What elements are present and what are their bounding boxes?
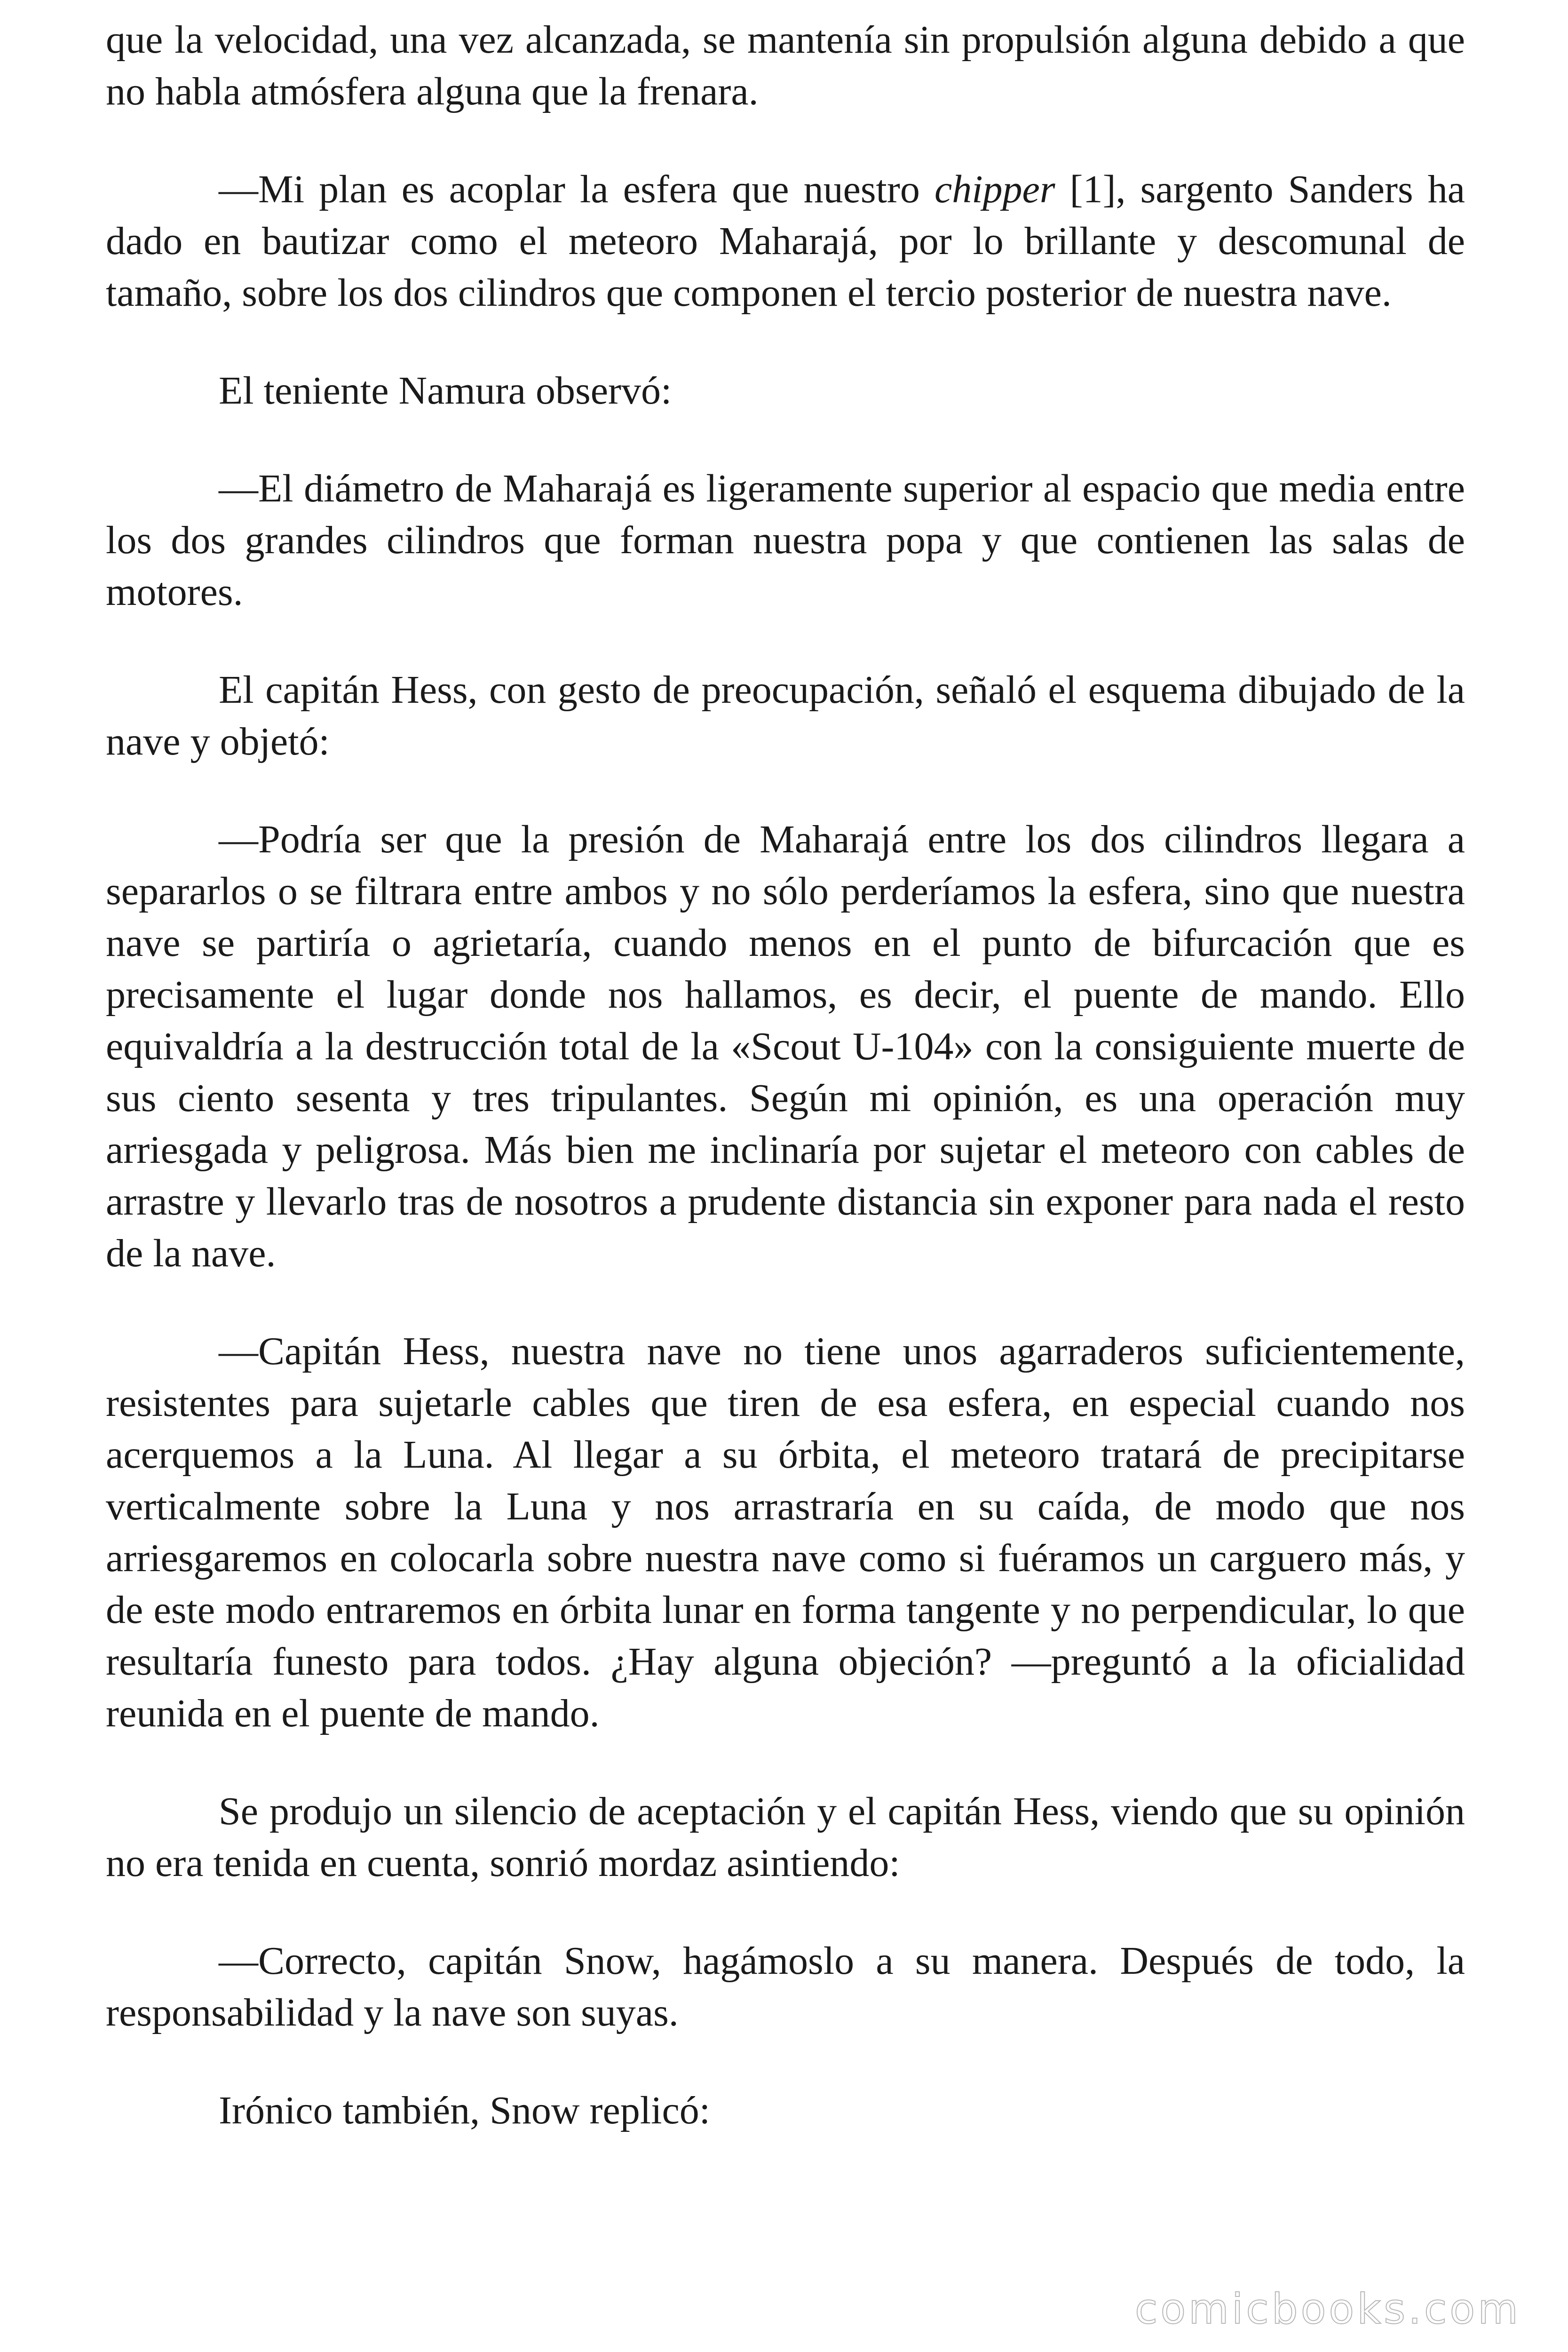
paragraph-4: —El diámetro de Maharajá es ligeramente superior al espacio que media entre los dos grandes cilindros que forman nuestra popa y que contienen las salas de motores.	[106, 467, 1465, 614]
italic-term: chipper	[934, 167, 1055, 211]
paragraph-9: —Correcto, capitán Snow, hagámoslo a su manera. Después de todo, la responsabilidad y la nave son suyas.	[106, 1939, 1465, 2034]
paragraph-8: Se produjo un silencio de aceptación y el capitán Hess, viendo que su opinión no era tenida en cuenta, sonrió mordaz asintiendo:	[106, 1789, 1465, 1885]
paragraph-6: —Podría ser que la presión de Maharajá entre los dos cilindros llegara a separarlos o se filtrara entre ambos y no sólo perderíamos la esfera, sino que nuestra nave se partiría o agrietaría, cuando menos en el punto de bifurcación que es precisamente el lugar donde nos hallamos, es decir, el puente de mando. Ello equivaldría a la destrucción total de la «Scout U-104» con la consiguiente muerte de sus ciento sesenta y tres tripulantes. Según mi opinión, es una operación muy arriesgada y peligrosa. Más bien me inclinaría por sujetar el meteoro con cables de arrastre y llevarlo tras de nosotros a prudente distancia sin exponer para nada el resto de la nave.	[106, 818, 1465, 1275]
paragraph-3: El teniente Namura observó:	[219, 369, 672, 413]
paragraph-2	[106, 164, 1465, 319]
paragraph-5: El capitán Hess, con gesto de preocupación, señaló el esquema dibujado de la nave y objetó:	[106, 668, 1465, 763]
paragraph-2-end: [1], sargento Sanders ha dado en bautizar como el meteoro Maharajá, por lo brillante y descomunal de tamaño, sobre los dos cilindros que componen el tercio posterior de nuestra nave.	[106, 167, 1465, 315]
paragraph-10: Irónico también, Snow replicó:	[219, 2089, 711, 2132]
watermark: comicbooks.com	[1134, 2285, 1521, 2333]
paragraph-2-start: —Mi plan es acoplar la esfera que nuestro	[219, 167, 934, 211]
paragraph-1: que la velocidad, una vez alcanzada, se mantenía sin propulsión alguna debido a que no habla atmósfera alguna que la frenara.	[106, 18, 1465, 113]
page-body	[106, 14, 1465, 2137]
paragraph-7: —Capitán Hess, nuestra nave no tiene unos agarraderos suficientemente, resistentes para sujetarle cables que tiren de esa esfera, en especial cuando nos acerquemos a la Luna. Al llegar a su órbita, el meteoro tratará de precipitarse verticalmente sobre la Luna y nos arrastraría en su caída, de modo que nos arriesgaremos en colocarla sobre nuestra nave como si fuéramos un carguero más, y de este modo entraremos en órbita lunar en forma tangente y no perpendicular, lo que resultaría funesto para todos. ¿Hay alguna objeción? —preguntó a la oficialidad reunida en el puente de mando.	[106, 1329, 1465, 1735]
